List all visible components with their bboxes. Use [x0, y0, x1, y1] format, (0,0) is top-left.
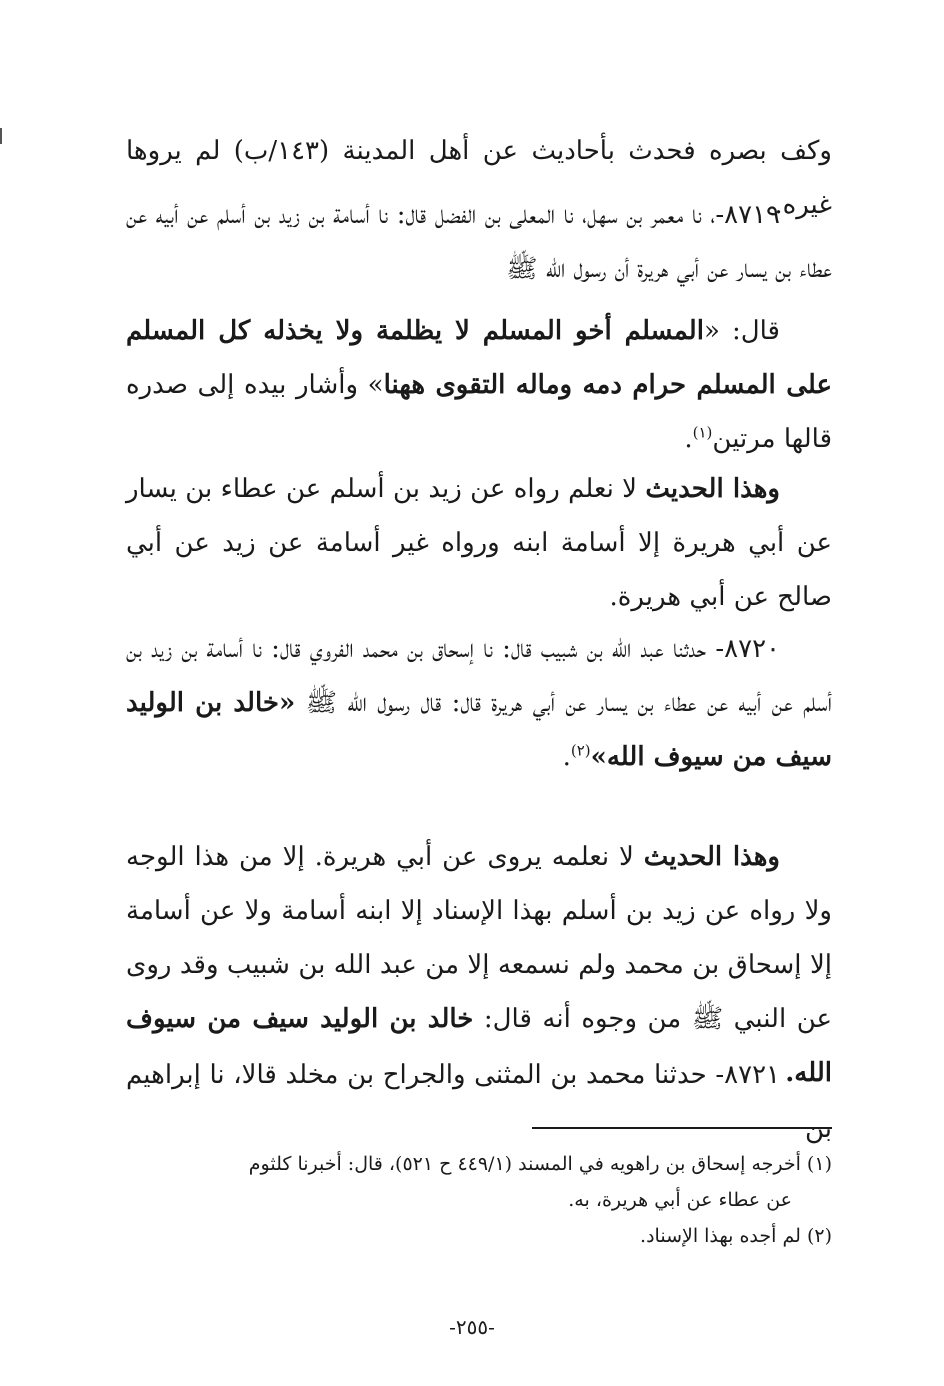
text-run: لا نعلمه يروى عن أبي هريرة. إلا من هذا الوجه ولا رواه عن زيد بن أسلم بهذا الإسناد إلا ابنه أسامة ولا عن أسامة إلا إسحاق بن محمد ولم نسمعه إلا من عبد الله بن شبيب وقد روى عن النبي ﷺ من وجوه أنه قال:	[126, 842, 832, 1034]
hadith-quote: «خالد بن الوليد سيف من سيوف الله»	[126, 688, 832, 772]
text-run: .	[562, 742, 571, 772]
page-number: -٢٥٥-	[449, 1315, 495, 1339]
paragraph-text: وكف بصره فحدث بأحاديث عن أهل المدينة (١٤٣/ب) لم يروها غيره.	[126, 136, 832, 220]
paragraph-text	[126, 462, 832, 624]
paragraph-text	[126, 622, 832, 784]
footnote-1: (١) أخرجه إسحاق بن راهويه في المسند (٤٤٩/١ ح ٥٢١)، قال: أخبرنا كلثوم	[248, 1153, 832, 1175]
footnote-ref-1: (١)	[692, 423, 713, 442]
hadith-quote: خالد بن الوليد سيف من سيوف الله.	[126, 1004, 832, 1088]
text-run: ٨٧٢٠- حدثنا عبد الله بن شبيب قال: نا إسحاق بن محمد الفروي قال: نا أسامة بن زيد بن أسلم عن أبيه عن عطاء بن يسار عن أبي هريرة قال: قال رسول الله ﷺ	[126, 634, 832, 718]
paragraph-text: ٨٧٢١- حدثنا محمد بن المثنى والجراح بن مخلد قالا، نا إبراهيم بن	[126, 1060, 832, 1144]
hadith-8719	[126, 188, 832, 296]
commentary-lead: وهذا الحديث	[645, 474, 780, 504]
hadith-8721	[126, 1048, 832, 1156]
footnote-2: (٢) لم أجده بهذا الإسناد.	[640, 1225, 832, 1247]
text-run: لا نعلم رواه عن زيد بن أسلم عن عطاء بن يسار عن أبي هريرة إلا أسامة ابنه ورواه غير أسامة عن زيد عن أبي صالح عن أبي هريرة.	[126, 474, 832, 612]
paragraph-text	[126, 304, 832, 466]
footnote-1-continuation: عن عطاء عن أبي هريرة، به.	[568, 1189, 792, 1211]
hadith-quote: المسلم أخو المسلم لا يظلمة ولا يخذله كل المسلم على المسلم حرام دمه وماله التقوى ههنا	[126, 316, 832, 400]
commentary-lead: وهذا الحديث	[643, 842, 780, 872]
hadith-8719-matn	[126, 304, 832, 466]
text-run: » وأشار بيده إلى صدره قالها مرتين	[126, 370, 832, 454]
footnote-ref-2: (٢)	[570, 741, 591, 760]
footnote-separator	[532, 1127, 832, 1129]
footnotes	[126, 1146, 832, 1254]
hadith-8720	[126, 622, 832, 784]
scan-edge-mark	[0, 128, 2, 144]
paragraph-text: ٨٧١٩-، نا معمر بن سهل، نا المعلى بن الفضل قال: نا أسامة بن زيد بن أسلم عن أبيه عن عطاء بن يسار عن أبي هريرة أن رسول الله ﷺ	[126, 200, 832, 284]
text-run: قال: «	[703, 316, 780, 346]
text-run: .	[684, 424, 693, 454]
commentary-8719	[126, 462, 832, 624]
